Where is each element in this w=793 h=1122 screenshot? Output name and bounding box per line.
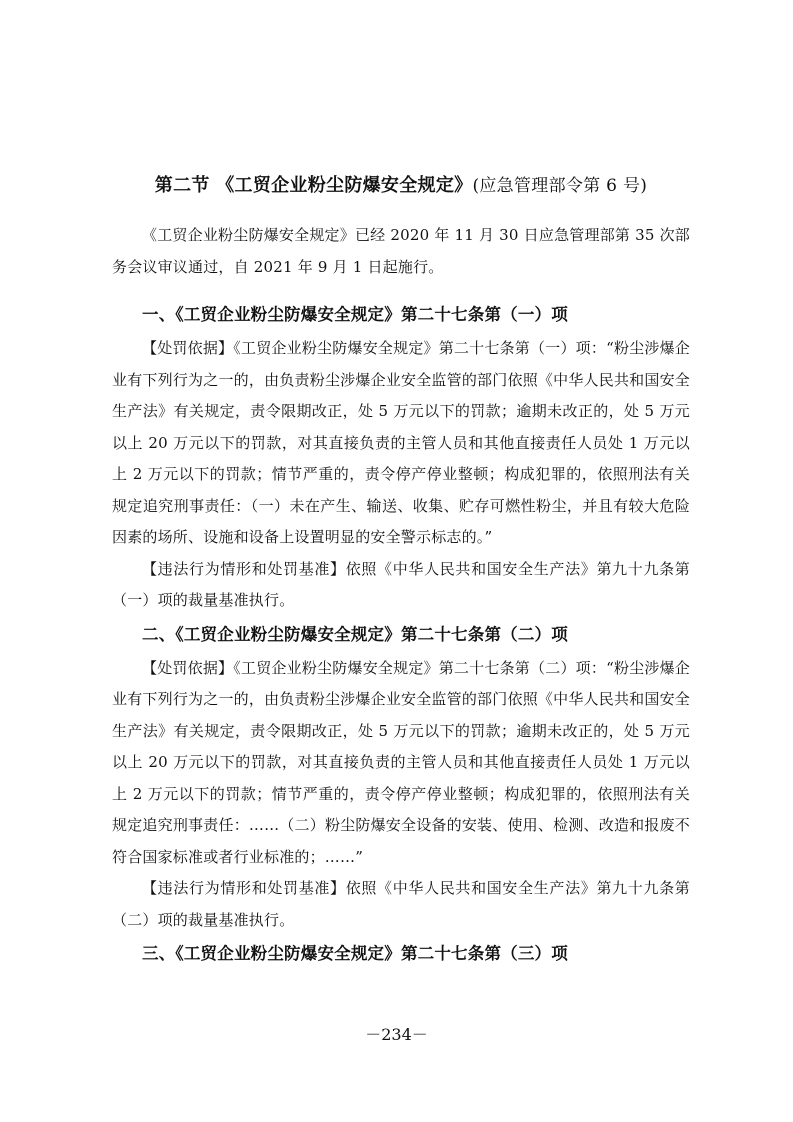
penalty-standard-paragraph: [112, 554, 690, 617]
penalty-basis-text: 《工贸企业粉尘防爆安全规定》第二十七条第（二）项：“粉尘涉爆企业有下列行为之一的，由负责粉尘涉爆企业安全监管的部门依照《中华人民共和国安全生产法》有关规定，责令限期改正，处 5 万元以下的罚款；逾期未改正的，处 5 万元以上 20 万元以下的罚款，对其直接负责的主管人员和其他直接责任人员处 1 万元以上 2 万元以下的罚款；情节严重的，责令停产停业整顿；构成犯罪的，依照刑法有关规定追究刑事责任：……（二）粉尘防爆安全设备的安装、使用、检测、改造和报废不符合国家标准或者行业标准的；……”: [112, 658, 691, 866]
penalty-standard-text: 依照《中华人民共和国安全生产法》第九十九条第（二）项的裁量基准执行。: [112, 879, 690, 929]
penalty-standard-paragraph: [112, 873, 690, 936]
intro-paragraph: 《工贸企业粉尘防爆安全规定》已经 2020 年 11 月 30 日应急管理部第 35 次部务会议审议通过，自 2021 年 9 月 1 日起施行。: [112, 226, 690, 276]
item-heading: 一、《工贸企业粉尘防爆安全规定》第二十七条第（一）项: [142, 305, 568, 324]
penalty-basis-text: 《工贸企业粉尘防爆安全规定》第二十七条第（一）项：“粉尘涉爆企业有下列行为之一的，由负责粉尘涉爆企业安全监管的部门依照《中华人民共和国安全生产法》有关规定，责令限期改正，处 5 万元以下的罚款；逾期未改正的，处 5 万元以上 20 万元以下的罚款，对其直接负责的主管人员和其他直接责任人员处 1 万元以上 2 万元以下的罚款；情节严重的，责令停产停业整顿；构成犯罪的，依照刑法有关规定追究刑事责任：（一）未在产生、输送、收集、贮存可燃性粉尘，并且有较大危险因素的场所、设施和设备上设置明显的安全警示标志的。”: [112, 339, 691, 546]
penalty-basis-paragraph: [112, 333, 690, 554]
section-title-order-number: (应急管理部令第 6 号): [472, 176, 648, 196]
item-heading: 三、《工贸企业粉尘防爆安全规定》第二十七条第（三）项: [142, 944, 568, 963]
penalty-standard-tag: 【违法行为情形和处罚基准】: [142, 559, 346, 578]
penalty-basis-tag: 【处罚依据】: [142, 339, 234, 357]
section-title-main: 第二节 《工贸企业粉尘防爆安全规定》: [154, 175, 473, 196]
page-number: －234－: [365, 1025, 428, 1044]
page-content: [112, 172, 690, 972]
penalty-standard-text: 依照《中华人民共和国安全生产法》第九十九条第（一）项的裁量基准执行。: [112, 559, 690, 609]
penalty-standard-tag: 【违法行为情形和处罚基准】: [142, 879, 346, 897]
item-heading: 二、《工贸企业粉尘防爆安全规定》第二十七条第（二）项: [142, 624, 568, 644]
penalty-basis-paragraph: [112, 653, 690, 874]
penalty-basis-tag: 【处罚依据】: [142, 658, 234, 677]
section-title: [112, 172, 690, 200]
